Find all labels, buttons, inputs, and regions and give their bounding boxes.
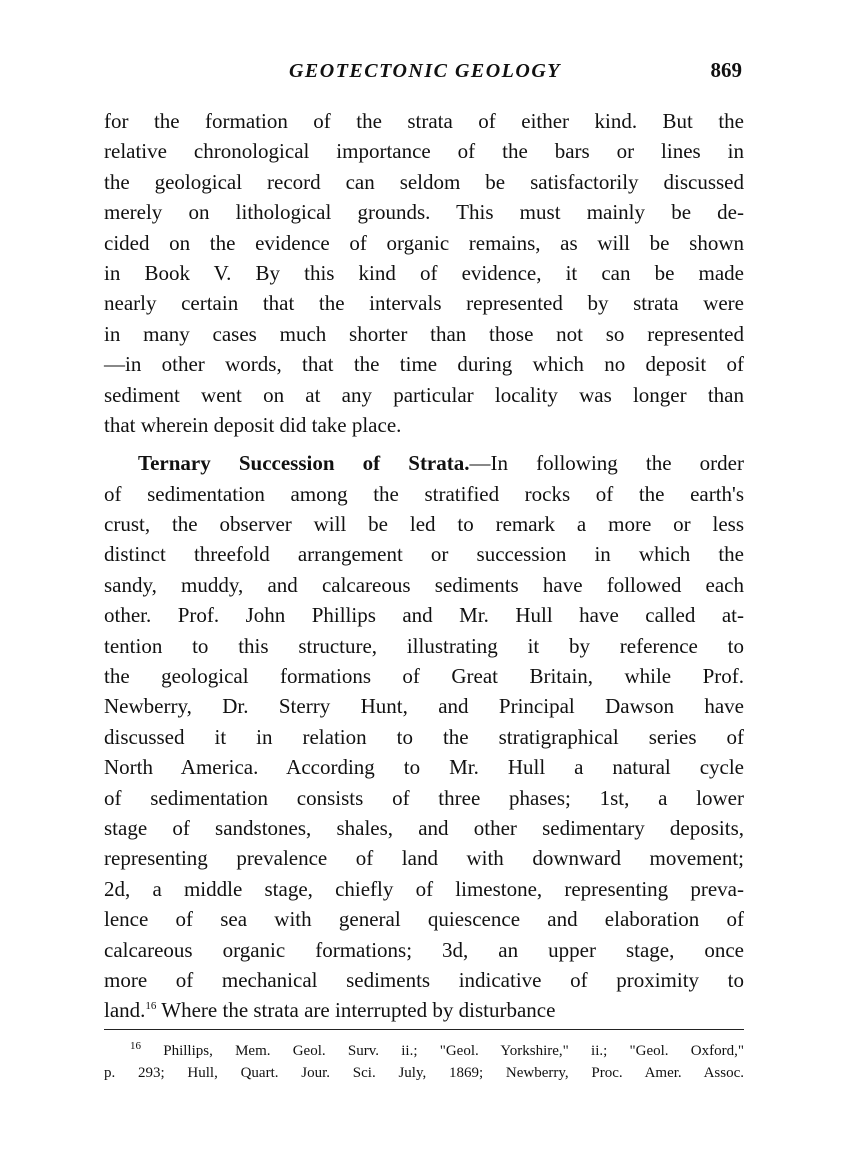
section-heading: Ternary Succession of Strata.: [138, 451, 470, 476]
footnote-line-2: p. 293; Hull, Quart. Jour. Sci. July, 1869; Newberry, Proc. Amer. Assoc.: [104, 1065, 744, 1081]
footnote-divider: [104, 1029, 744, 1030]
body-text: [104, 106, 744, 1026]
text-line: discussed it in relation to the stratigraphical series of: [104, 724, 744, 749]
paragraph-2: [104, 448, 744, 1025]
text-line: sediment went on at any particular locality was longer than: [104, 382, 744, 407]
text-line: that wherein deposit did take place.: [104, 412, 402, 437]
text-line: North America. According to Mr. Hull a natural cycle: [104, 755, 744, 780]
footnote-reference: 16: [145, 1000, 157, 1013]
text-line: cided on the evidence of organic remains, as will be shown: [104, 230, 744, 255]
paragraph-1: [104, 106, 744, 440]
text-line: representing prevalence of land with downward movement;: [104, 846, 744, 871]
page-number: 869: [710, 58, 742, 82]
paragraph-2-last-line: [104, 995, 744, 1025]
footnote-text-1: Phillips, Mem. Geol. Surv. ii.; "Geol. Yorkshire," ii.; "Geol. Oxford,": [141, 1043, 744, 1059]
text-line: relative chronological importance of the bars or lines in: [104, 139, 744, 164]
text-line: merely on lithological grounds. This must mainly be de-: [104, 200, 744, 225]
text-line: more of mechanical sediments indicative of proximity to: [104, 967, 744, 992]
text-line: 2d, a middle stage, chiefly of limestone, representing preva-: [104, 876, 744, 901]
text-line: of sedimentation consists of three phases; 1st, a lower: [104, 785, 744, 810]
text-line: crust, the observer will be led to remark a more or less: [104, 512, 744, 537]
text-line: nearly certain that the intervals represented by strata were: [104, 291, 744, 316]
paragraph-2-first-line: [104, 448, 744, 478]
text-line: —in other words, that the time during which no deposit of: [104, 352, 744, 377]
text-line: stage of sandstones, shales, and other sedimentary deposits,: [104, 815, 744, 840]
footnote-marker: 16: [130, 1040, 141, 1052]
text-line: tention to this structure, illustrating it by reference to: [104, 633, 744, 658]
text-line: of sedimentation among the stratified rocks of the earth's: [104, 481, 744, 506]
last-line-start: land.: [104, 998, 146, 1023]
footnote-line-1: [104, 1040, 744, 1062]
text-line: calcareous organic formations; 3d, an upper stage, once: [104, 937, 744, 962]
text-line: Newberry, Dr. Sterry Hunt, and Principal Dawson have: [104, 694, 744, 719]
text-line: for the formation of the strata of either kind. But the: [104, 109, 744, 133]
text-line: in many cases much shorter than those not so represented: [104, 321, 744, 346]
running-title: GEOTECTONIC GEOLOGY: [288, 60, 562, 82]
text-line: in Book V. By this kind of evidence, it can be made: [104, 260, 744, 285]
footnotes: [104, 1040, 744, 1084]
text-line: lence of sea with general quiescence and elaboration of: [104, 907, 744, 932]
text-line: the geological formations of Great Britain, while Prof.: [104, 664, 744, 689]
text-line: distinct threefold arrangement or succession in which the: [104, 542, 744, 567]
first-line-text: —In following the order: [469, 451, 744, 476]
text-line: other. Prof. John Phillips and Mr. Hull have called at-: [104, 603, 744, 628]
last-line-end: Where the strata are interrupted by disturbance: [156, 998, 556, 1023]
text-line: sandy, muddy, and calcareous sediments have followed each: [104, 572, 744, 597]
text-line: the geological record can seldom be satisfactorily discussed: [104, 169, 744, 194]
